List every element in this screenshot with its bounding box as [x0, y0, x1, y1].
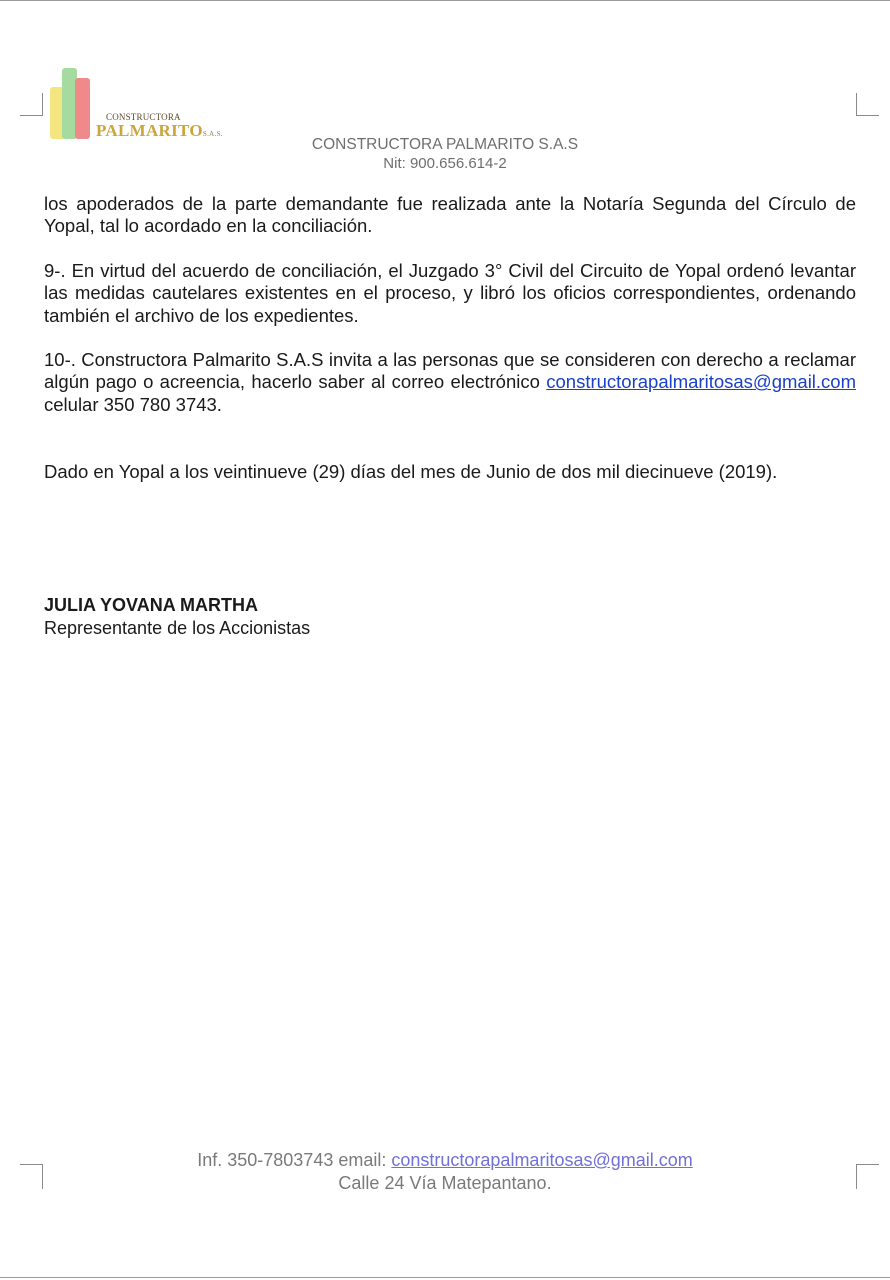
paragraph-10	[44, 349, 856, 416]
bottom-border-line	[0, 1277, 890, 1278]
company-name: CONSTRUCTORA PALMARITO S.A.S	[311, 136, 579, 153]
paragraph-continuation: los apoderados de la parte demandante fue realizada ante la Notaría Segunda del Círculo de Yopal, tal lo acordado en la conciliación.	[44, 193, 856, 237]
signatory-name: JULIA YOVANA MARTHA	[44, 595, 259, 615]
top-border-line	[0, 0, 890, 1]
footer-contact-line	[0, 1149, 890, 1172]
footer-email-link[interactable]: constructorapalmaritosas@gmail.com	[391, 1150, 693, 1170]
crop-mark-top-left	[20, 93, 43, 116]
footer-address: Calle 24 Vía Matepantano.	[338, 1172, 552, 1193]
logo-big-text: PALMARITO	[96, 121, 203, 140]
page-footer	[0, 1149, 890, 1194]
crop-mark-top-right	[856, 93, 879, 116]
date-statement: Dado en Yopal a los veintinueve (29) días del mes de Junio de dos mil diecinueve (2019).	[44, 461, 778, 482]
footer-info: Inf. 350-7803743 email:	[197, 1150, 387, 1170]
company-nit: Nit: 900.656.614-2	[383, 155, 507, 172]
logo-bars-icon	[46, 66, 96, 142]
paragraph-9: 9-. En virtud del acuerdo de conciliación, el Juzgado 3° Civil del Circuito de Yopal ordenó levantar las medidas cautelares existentes en el proceso, y libró los oficios correspondientes, ordenando también el archivo de los expedientes.	[44, 260, 856, 326]
email-link[interactable]: constructorapalmaritosas@gmail.com	[546, 371, 856, 393]
signature-block	[44, 594, 310, 639]
logo-suffix: S.A.S.	[202, 130, 223, 138]
logo-small-text: CONSTRUCTORA	[106, 112, 181, 122]
company-logo	[46, 66, 236, 142]
signatory-role: Representante de los Accionistas	[44, 617, 311, 638]
paragraph-10-text: 10-. Constructora Palmarito S.A.S invita a las personas que se consideren con derecho a reclamar algún pago o acreencia, hacerlo saber al correo electrónico	[44, 349, 856, 393]
company-header	[0, 135, 890, 173]
paragraph-10-tail: celular 350 780 3743.	[44, 393, 222, 415]
